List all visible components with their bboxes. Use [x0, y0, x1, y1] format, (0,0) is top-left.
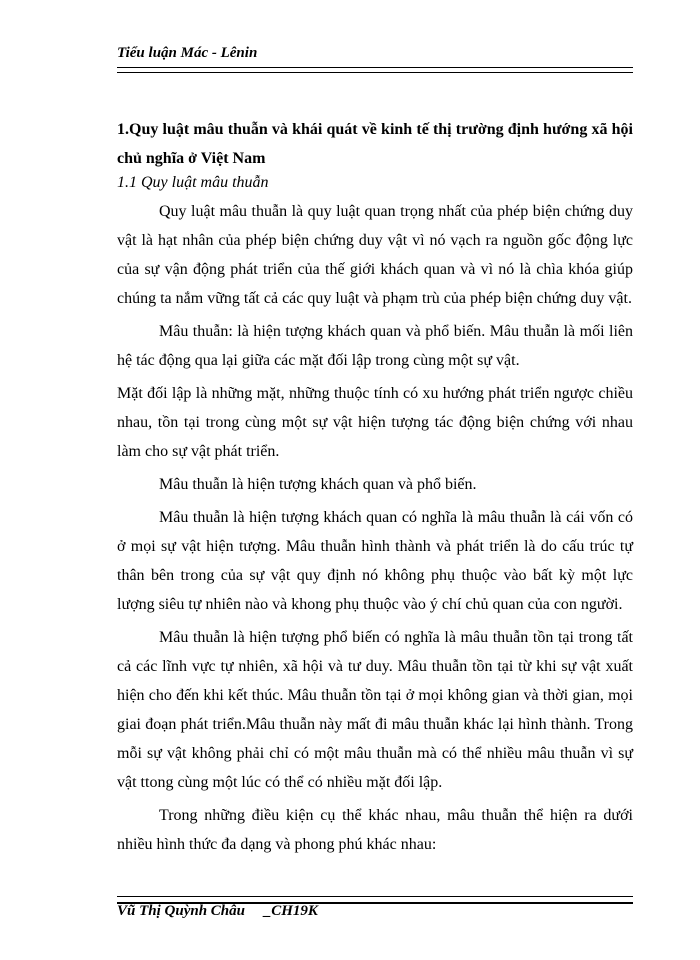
paragraph: Mâu thuẫn là hiện tượng khách quan và phổ biến.	[159, 476, 477, 493]
paragraph: Mâu thuẫn là hiện tượng khách quan có nghĩa là mâu thuẫn là cái vốn có ở mọi sự vật hiện tượng. Mâu thuẫn hình thành và phát triển là do cấu trúc tự thân bên trong của sự vật quy định nó không phụ thuộc vào bất kỳ một lực lượng siêu tự nhiên nào và khong phụ thuộc vào ý chí chủ quan của con người.	[117, 509, 633, 613]
section-heading: 1.Quy luật mâu thuẫn và khái quát về kinh tế thị trường định hướng xã hội chủ nghĩa ở Việt Nam	[117, 121, 633, 167]
paragraph: Quy luật mâu thuẫn là quy luật quan trọng nhất của phép biện chứng duy vật là hạt nhân của phép biện chứng duy vật vì nó vạch ra nguồn gốc động lực của sự vận động phát triển của thế giới khách quan và vì nó là chìa khóa giúp chúng ta nắm vững tất cả các quy luật và phạm trù của phép biện chứng duy vật.	[117, 203, 633, 307]
paragraph: Trong những điều kiện cụ thể khác nhau, mâu thuẫn thể hiện ra dưới nhiều hình thức đa dạng và phong phú khác nhau:	[117, 807, 633, 853]
subsection-heading: 1.1 Quy luật mâu thuẫn	[117, 174, 269, 191]
paragraph: Mâu thuẫn là hiện tượng phổ biến có nghĩa là mâu thuẫn tồn tại trong tất cả các lĩnh vực tự nhiên, xã hội và tư duy. Mâu thuẫn tồn tại từ khi sự vật xuất hiện cho đến khi kết thúc. Mâu thuẫn tồn tại ở mọi không gian và thời gian, mọi giai đoạn phát triển.Mâu thuẫn này mất đi mâu thuẫn khác lại hình thành. Trong mỗi sự vật không phải chỉ có một mâu thuẫn mà có thể nhiều mâu thuẫn vì sự vật ttong cùng một lúc có thể có nhiều mặt đối lập.	[117, 629, 633, 791]
header-rule	[117, 67, 633, 73]
document-body	[117, 115, 633, 863]
header-title: Tiểu luận Mác - Lênin	[117, 45, 258, 61]
paragraph: Mặt đối lập là những mặt, những thuộc tính có xu hướng phát triển ngược chiều nhau, tồn tại trong cùng một sự vật hiện tượng tác động biện chứng với nhau làm cho sự vật phát triển.	[117, 385, 633, 460]
footer-author: Vũ Thị Quỳnh Châu _CH19K	[117, 903, 318, 919]
paragraph: Mâu thuẫn: là hiện tượng khách quan và phổ biến. Mâu thuẫn là mối liên hệ tác động qua lại giữa các mặt đối lập trong cùng một sự vật.	[117, 323, 633, 369]
